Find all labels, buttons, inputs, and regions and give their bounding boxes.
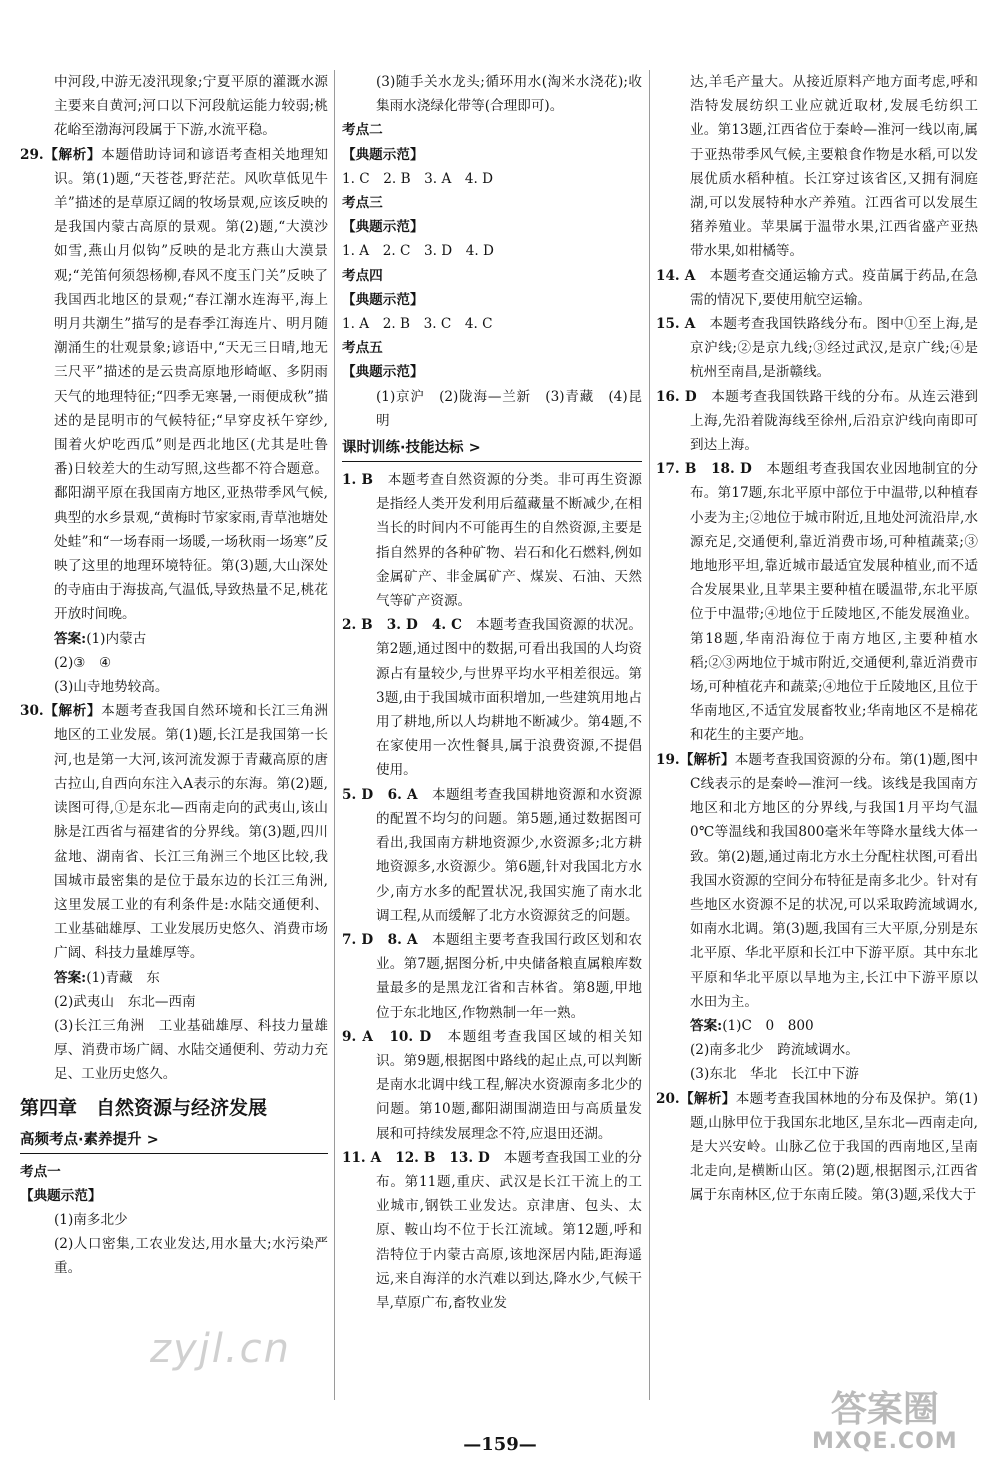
- question-2: [342, 613, 642, 782]
- question-1: [342, 468, 642, 613]
- paragraph-intro: 中河段,中游无凌汛现象;宁夏平原的灌溉水源主要来自黄河;河口以下河段航运能力较弱;桃花峪至渤海河段属于下游,水流平稳。: [54, 74, 328, 139]
- answer-30: [20, 966, 328, 990]
- topic-heading: 考点三: [342, 195, 383, 212]
- page-body: [20, 70, 980, 1430]
- answer-line: (1)内蒙古: [86, 630, 147, 647]
- example-heading: 【典题示范】: [342, 291, 424, 308]
- example-heading: 【典题示范】: [342, 146, 424, 163]
- question-number: 14. A: [656, 267, 696, 284]
- analysis-text: 本题考查我国铁路线分布。图中①至上海,是京沪线;②是京九线;③经过武汉,是京广线;④是杭州至南昌,是浙赣线。: [690, 316, 978, 381]
- answer-line: (3)山寺地势较高。: [54, 679, 169, 696]
- question-number: 5. D 6. A: [342, 786, 418, 803]
- watermark-logo-text: 答案圈: [830, 1389, 939, 1430]
- answer-line: 1. A 2. B 3. C 4. C: [342, 316, 493, 333]
- analysis-text: 本题考查交通运输方式。疫苗属于药品,在急需的情况下,要使用航空运输。: [690, 267, 978, 308]
- watermark-left: zyjl.cn: [150, 1326, 291, 1372]
- analysis-text: 本题考查自然资源的分类。非可再生资源是指经人类开发利用后蕴藏量不断减少,在相当长的时间内不可能再生的自然资源,主要是指自然界的各种矿物、岩石和化石燃料,例如金属矿产、非金属矿产、煤炭、石油、天然气等矿产资源。: [376, 472, 643, 610]
- topic-heading: 考点二: [342, 122, 383, 139]
- question-15: [656, 312, 978, 385]
- answer-line: 1. A 2. C 3. D 4. D: [342, 243, 494, 260]
- analysis-tag: 【解析】: [43, 146, 102, 163]
- analysis-tag: 【解析】: [679, 751, 735, 768]
- question-number: 29.: [20, 146, 44, 163]
- chevron-right-icon: >: [468, 440, 481, 457]
- topic-heading: 考点四: [342, 267, 383, 284]
- question-number: 17. B 18. D: [656, 461, 752, 478]
- question-number: 19.: [656, 751, 680, 768]
- column-left: [20, 70, 328, 1281]
- example-heading: 【典题示范】: [20, 1187, 102, 1204]
- section-title: 高频考点·素养提升: [20, 1131, 142, 1148]
- answer-line: (1)C 0 800: [722, 1017, 814, 1034]
- topic-heading: 考点五: [342, 340, 383, 357]
- question-16: [656, 385, 978, 458]
- question-number: 2. B 3. D 4. C: [342, 617, 462, 634]
- question-30: [20, 699, 328, 965]
- column-divider: [649, 70, 650, 1400]
- column-right: [656, 70, 978, 1208]
- answer-line: (2)③ ④: [54, 654, 112, 671]
- analysis-text: 本题考查我国资源的状况。第2题,通过图中的数据,可看出我国的人均资源占有量较少,与世界平均水平相差很远。第3题,由于我国城市面积增加,一些建筑用地占用了耕地,所以人均耕地不断减少。第4题,不在家使用一次性餐具,属于浪费资源,不提倡使用。: [376, 617, 643, 779]
- answer-29: [20, 627, 328, 651]
- question-number: 1. B: [342, 472, 373, 489]
- analysis-text: 本题组考查我国耕地资源和水资源的配置不均匀的问题。第5题,通过数据图可看出,我国南方耕地资源少,水资源多;北方耕地资源多,水资源少。第6题,针对我国北方水少,南方水多的配置状况,我国实施了南水北调工程,从而缓解了北方水资源贫乏的问题。: [376, 786, 643, 924]
- chapter-title: 第四章 自然资源与经济发展: [20, 1096, 268, 1119]
- question-20: [656, 1087, 978, 1208]
- question-number: 30.: [20, 703, 44, 720]
- answer-line: (3)东北 华北 长江中下游: [690, 1066, 859, 1083]
- analysis-text: 本题考查我国林地的分布及保护。第(1)题,山脉甲位于我国东北地区,呈东北—西南走向,是大兴安岭。山脉乙位于我国的西南地区,呈南北走向,是横断山区。第(2)题,根据图示,江西省属于东南林区,位于东南丘陵。第(3)题,采伐大于: [690, 1090, 978, 1204]
- question-17: [656, 457, 978, 747]
- answer-line: (1)南多北少: [54, 1211, 128, 1228]
- example-heading: 【典题示范】: [342, 364, 424, 381]
- answer-line: 1. C 2. B 3. A 4. D: [342, 170, 494, 187]
- analysis-text: 本题考查我国铁路干线的分布。从连云港到上海,先沿着陇海线至徐州,后沿京沪线向南即可到达上海。: [690, 388, 979, 454]
- question-7: [342, 928, 642, 1025]
- paragraph-continued: 达,羊毛产量大。从接近原料产地方面考虑,呼和浩特发展纺织工业应就近取材,发展毛纺织工业。第13题,江西省位于秦岭—淮河一线以南,属于亚热带季风气候,主要粮食作物是水稻,可以发展优质水稻种植。长江穿过该省区,又拥有洞庭湖,可以发展特种水产养殖。江西省可以发展生猪养殖业。苹果属于温带水果,江西省盛产亚热带水果,如柑橘等。: [690, 74, 978, 260]
- analysis-text: 本题考查我国工业的分布。第11题,重庆、武汉是长江干流上的工业城市,钢铁工业发达。京津唐、包头、太原、鞍山均不位于长江流域。第12题,呼和浩特位于内蒙古高原,该地深居内陆,距海遥远,来自海洋的水汽难以到达,降水少,气候干旱,草原广布,畜牧业发: [376, 1149, 643, 1311]
- question-number: 15. A: [656, 316, 696, 333]
- question-number: 20.: [656, 1090, 680, 1107]
- answer-line: (3)长江三角洲 工业基础雄厚、科技力量雄厚、消费市场广阔、水陆交通便利、劳动力充足、工业历史悠久。: [54, 1017, 328, 1083]
- answer-label: 答案:: [690, 1017, 723, 1034]
- answer-line: (1)青藏 东: [86, 969, 160, 986]
- question-29: [20, 143, 328, 627]
- analysis-text: 本题考查我国自然环境和长江三角洲地区的工业发展。第(1)题,长江是我国第一长河,也是第一大河,该河流发源于青藏高原的唐古拉山,自西向东注入A表示的东海。第(2)题,读图可得,①是东北—西南走向的武夷山,该山脉是江西省与福建省的分界线。第(3)题,四川盆地、湖南省、长江三角洲三个地区比较,我国城市最密集的是位于最东边的长江三角洲,这里发展工业的有利条件是:水陆交通便利、工业基础雄厚、工业发展历史悠久、消费市场广阔、科技力量雄厚等。: [54, 703, 329, 962]
- column-divider: [334, 70, 335, 1400]
- analysis-text: 本题组考查我国区域的相关知识。第9题,根据图中路线的起止点,可以判断是南水北调中线工程,解决水资源南多北少的问题。第10题,鄱阳湖围湖造田与高质量发展和可持续发展理念不符,应退田还湖。: [376, 1028, 642, 1142]
- chevron-right-icon: >: [146, 1131, 159, 1148]
- answer-label: 答案:: [54, 630, 87, 647]
- topic-heading: 考点一: [20, 1163, 61, 1180]
- question-14: [656, 264, 978, 312]
- question-number: 11. A 12. B 13. D: [342, 1149, 490, 1166]
- watermark-logo-url: MXQE.COM: [812, 1429, 958, 1454]
- column-middle: [342, 70, 642, 1315]
- section-heading: [20, 1127, 328, 1154]
- analysis-tag: 【解析】: [43, 703, 102, 720]
- analysis-text: 本题考查我国资源的分布。第(1)题,图中C线表示的是秦岭—淮河一线。该线是我国南方地区和北方地区的分界线,与我国1月平均气温0℃等温线和我国800毫米年等降水量线大体一致。第(2)题,通过南北方水土分配柱状图,可看出我国水资源的空间分布特征是南多北少。针对有些地区水资源不足的状况,可以采取跨流域调水,如南水北调。第(3)题,我国有三大平原,分别是东北平原、华北平原和长江中下游平原。其中东北平原和华北平原以旱地为主,长江中下游平原以水田为主。: [690, 751, 979, 1010]
- answer-line: (1)京沪 (2)陇海—兰新 (3)青藏 (4)昆明: [376, 388, 642, 429]
- question-number: 16. D: [656, 388, 697, 405]
- answer-line: (2)南多北少 跨流域调水。: [690, 1042, 859, 1059]
- analysis-text: 本题组主要考查我国行政区划和农业。第7题,据图分析,中央储备粮直属粮库数量最多的是黑龙江省和吉林省。第8题,甲地位于东北地区,作物熟制一年一熟。: [376, 931, 643, 1021]
- analysis-text: 本题借助诗词和谚语考查相关地理知识。第(1)题,“天苍苍,野茫茫。风吹草低见牛羊”描述的是草原辽阔的牧场景观,应该反映的是我国内蒙古高原的景观。第(2)题,“大漠沙如雪,燕山月似钩”反映的是北方燕山大漠景观;“羌笛何须怨杨柳,春风不度玉门关”反映了我国西北地区的景观;“春江潮水连海平,海上明月共潮生”描写的是春季江海连片、明月随潮涌生的壮观景象;谚语中,“天无三日晴,地无三尺平”描述的是云贵高原地形崎岖、多阴雨天气的地理特征;“四季无寒暑,一雨便成秋”描述的是昆明市的气候特征;“早穿皮袄午穿纱,围着火炉吃西瓜”则是西北地区(尤其是吐鲁番)日较差大的生动写照,这些都不符合题意。鄱阳湖平原在我国南方地区,亚热带季风气候,典型的水乡景观,“黄梅时节家家雨,青草池塘处处蛙”和“一场春雨一场暖,一场秋雨一场寒”反映了这里的地理环境特征。第(3)题,大山深处的寺庙由于海拔高,气温低,导致热量不足,桃花开放时间晚。: [54, 146, 329, 623]
- question-11: [342, 1146, 642, 1315]
- answer-19: [656, 1014, 978, 1038]
- answer-label: 答案:: [54, 969, 87, 986]
- question-9: [342, 1025, 642, 1146]
- section-heading: [342, 435, 642, 462]
- answer-line: (3)随手关水龙头;循环用水(淘米水浇花);收集雨水浇绿化带等(合理即可)。: [376, 74, 642, 115]
- question-19: [656, 748, 978, 1014]
- analysis-text: 本题组考查我国农业因地制宜的分布。第17题,东北平原中部位于中温带,以种植春小麦为主;②地位于城市附近,且地处河流沿岸,水源充足,交通便利,靠近消费市场,可种植蔬菜;③地地形平坦,靠近城市最适宜发展种植业,而不适合发展果业,且苹果主要种植在暖温带,东北平原位于中温带;④地位于丘陵地区,不能发展渔业。第18题,华南沿海位于南方地区,主要种植水稻;②③两地位于城市附近,交通便利,靠近消费市场,可种植花卉和蔬菜;④地位于丘陵地区,且位于华南地区,不适宜发展畜牧业;华南地区不是棉花和花生的主要产地。: [690, 461, 979, 744]
- example-heading: 【典题示范】: [342, 219, 424, 236]
- analysis-tag: 【解析】: [679, 1090, 736, 1107]
- answer-line: (2)武夷山 东北—西南: [54, 993, 196, 1010]
- section-title: 课时训练·技能达标: [342, 440, 464, 457]
- question-number: 9. A 10. D: [342, 1028, 432, 1045]
- question-5: [342, 783, 642, 928]
- answer-line: (2)人口密集,工农业发达,用水量大;水污染严重。: [54, 1236, 328, 1277]
- page-number: —159—: [463, 1434, 537, 1455]
- question-number: 7. D 8. A: [342, 931, 418, 948]
